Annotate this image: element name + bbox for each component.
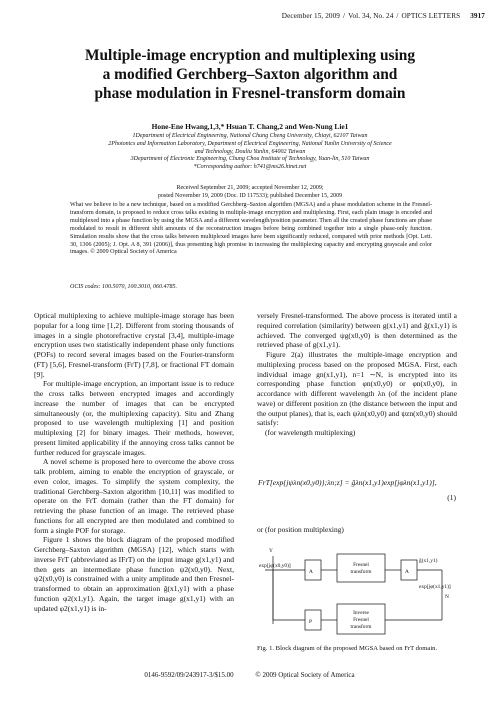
right-column — [257, 311, 457, 438]
affiliation-line: *Corresponding author: h741@ms26.hinet.net — [193, 164, 307, 171]
affiliation-line: 1Department of Electrical Engineering, National Chung Cheng University, Chiayi, 62107 Taiwan — [132, 133, 368, 139]
affiliation-line: and Technology, Douliu Yunlin, 64002 Taiwan — [194, 148, 306, 155]
fresnel-transform-box — [337, 554, 385, 582]
paragraph: A novel scheme is proposed here to overcome the above cross talk problem, aiming to enable the encryption of grayscale, or even color, images. To simplify the system complexity, the traditional Gerchberg–Saxton algorithm [10,11] was modified to operate on the FrT domain (rather than the FT domain) for retrieving the phase function of an image. The retrieved phase functions for all encrypted are then modulated and combined to form a single POF for storage. — [34, 457, 234, 535]
output-approximation-label: ĝ(x1,y1) — [419, 558, 438, 564]
paragraph: (for wavelength multiplexing) — [265, 428, 356, 437]
paragraph: Optical multiplexing to achieve multiple-image storage has been popular for a long time [1,2]. Different from storing thousands of images in a single photorefractive crystal [3,4], multiple-image encryption uses two statistically independent phase only functions (POFs) to record several images based on the Fourier-transform (FT) [5,6], Fresnel-transform (FrT) [7,8], or fractional FT domain [9]. — [34, 311, 234, 379]
author-list: Hone-Ene Hwang,1,3,* Hsuan T. Chang,2 and Wen-Nung Lie1 — [151, 122, 349, 131]
output-phase-label: exp[jφ(x1,y1)] — [419, 584, 451, 590]
paper-title — [30, 46, 470, 103]
figure-1-block-diagram — [257, 540, 462, 640]
header-journal: OPTICS LETTERS — [401, 12, 461, 20]
footer-copyright: © 2009 Optical Society of America — [255, 671, 355, 679]
header-date: December 15, 2009 — [281, 12, 340, 20]
or-position-text: or (for position multiplexing) — [257, 525, 344, 534]
paragraph: For multiple-image encryption, an important issue is to reduce the cross talks between encrypted images and accordingly increase the number of images that can be encrypted simultaneously (or, the multiplexing capacity). Situ and Zhang proposed to use wavelength multiplexing [1] and position multiplexing [2] for binary images. Their methods, however, present limited applicability if the annoying cross talks cannot be further reduced for grayscale images. — [34, 379, 234, 457]
inverse-box-label: transform — [350, 624, 372, 630]
inverse-box-label: Fresnel — [353, 617, 369, 623]
amplitude-block-a — [305, 560, 321, 580]
ocis-codes: OCIS codes: 100.5070, 100.3010, 060.4785. — [70, 284, 177, 290]
block-a-right-label: A — [405, 569, 409, 575]
paragraph: versely Fresnel-transformed. The above process is iterated until a required correlation (similarity) between g(x1,y1) and ĝ(x1,y1) is achieved. The converged ψg(x0,y0) is then determined as the retrieved phase of g(x1,y1). — [257, 311, 457, 350]
affiliations — [50, 133, 450, 172]
block-p-label: P — [309, 619, 312, 625]
paragraph: Figure 2(a) illustrates the multiple-image encryption and multiplexing process based on the proposed MGSA. First, each individual image gn(x1,y1), n=1 ∼N, is encrypted into its corresponding phase function φn(x0,y0) or φn(x0,y0), in accordance with different wavelength λn (of the incident plane wave) or different position zn (the distance between the input and the output planes), that is, each ψλn(x0,y0) and ψzn(x0,y0) should satisfy: — [257, 350, 457, 428]
received-line: posted November 19, 2009 (Doc. ID 117533); published December 15, 2009 — [157, 192, 343, 199]
amplitude-block-a-right — [401, 560, 417, 580]
received-line: Received September 21, 2009; accepted November 12, 2009; — [176, 185, 324, 191]
inverse-box-label: Inverse — [353, 610, 369, 616]
paragraph: Figure 1 shows the block diagram of the proposed modified Gerchberg–Saxton algorithm (MGSA) [12], which starts with inverse FrT (abbreviated as IFrT) on the input image g(x1,y1) and then gets an intermediate phase function ψ2(x0,y0). Next, ψ2(x0,y0) is constrained with a unity amplitude and then Fresnel-transformed to obtain an approximation ĝ(x1,y1) with a phase function φ2(x1,y1). Again, the target image g(x1,y1) with an updated φ2(x1,y1) is in- — [34, 535, 234, 613]
page-footer — [0, 671, 499, 679]
figure-1-caption: Fig. 1. Block diagram of the proposed MGSA based on FrT domain. — [257, 645, 438, 652]
header-volume: Vol. 34, No. 24 — [348, 12, 394, 20]
title-line: phase modulation in Fresnel-transform domain — [94, 85, 406, 102]
title-line: a modified Gerchberg–Saxton algorithm and — [102, 66, 398, 83]
no-label: N — [445, 594, 449, 600]
abstract: What we believe to be a new technique, based on a modified Gerchberg–Saxton algorithm (MGSA) and a phase modulation scheme in the Fresnel-transform domain, is proposed to reduce cross talks existing in multiple-image encryption and multiplexing. First, each plain image is encoded and multiplexed into a phase function by using the MGSA and a different wavelength/position parameter. Then all the created phase functions are phase modulated to result in different shift amounts of the reconstruction images before being combined together into a single phase-only function. Simulation results show that the cross talks between multiplexed images have been significantly reduced, compared with prior methods [Opt. Lett. 30, 1306 (2005); J. Opt. A 8, 391 (2006)], thus presenting high promise in increasing the multiplexing capacity and encrypting grayscale and color images. © 2009 Optical Society of America — [70, 202, 432, 256]
title-line: Multiple-image encryption and multiplexing using — [84, 47, 416, 64]
left-column — [34, 311, 234, 613]
affiliation-line: 3Department of Electronic Engineering, Chung Chou Institute of Technology, Yuan-lin, 510 Taiwan — [130, 156, 370, 163]
received-dates — [40, 185, 460, 200]
footer-code: 0146-9592/09/243917-3/$15.00 — [144, 671, 234, 679]
running-header: December 15, 2009 / Vol. 34, No. 24 / OPTICS LETTERS 3917 — [281, 12, 485, 20]
block-a-label: A — [309, 569, 313, 575]
fresnel-box-label: Fresnel — [353, 562, 369, 568]
affiliation-line: 2Photonics and Information Laboratory, Department of Electrical Engineering, National Yunlin University of Science — [108, 140, 392, 147]
header-page-number: 3917 — [470, 12, 485, 20]
yes-label: Y — [269, 548, 273, 554]
fresnel-box-label: transform — [350, 569, 372, 575]
input-phase-label: exp[jφ(x0,y0)] — [259, 563, 291, 569]
equation-1: FrT[exp{jψλn(x0,y0)};λn;z] = ĝλn(x1,y1)exp[jφλn(x1,y1)], — [258, 478, 437, 487]
equation-number: (1) — [447, 493, 456, 502]
phase-block-p — [305, 610, 321, 630]
